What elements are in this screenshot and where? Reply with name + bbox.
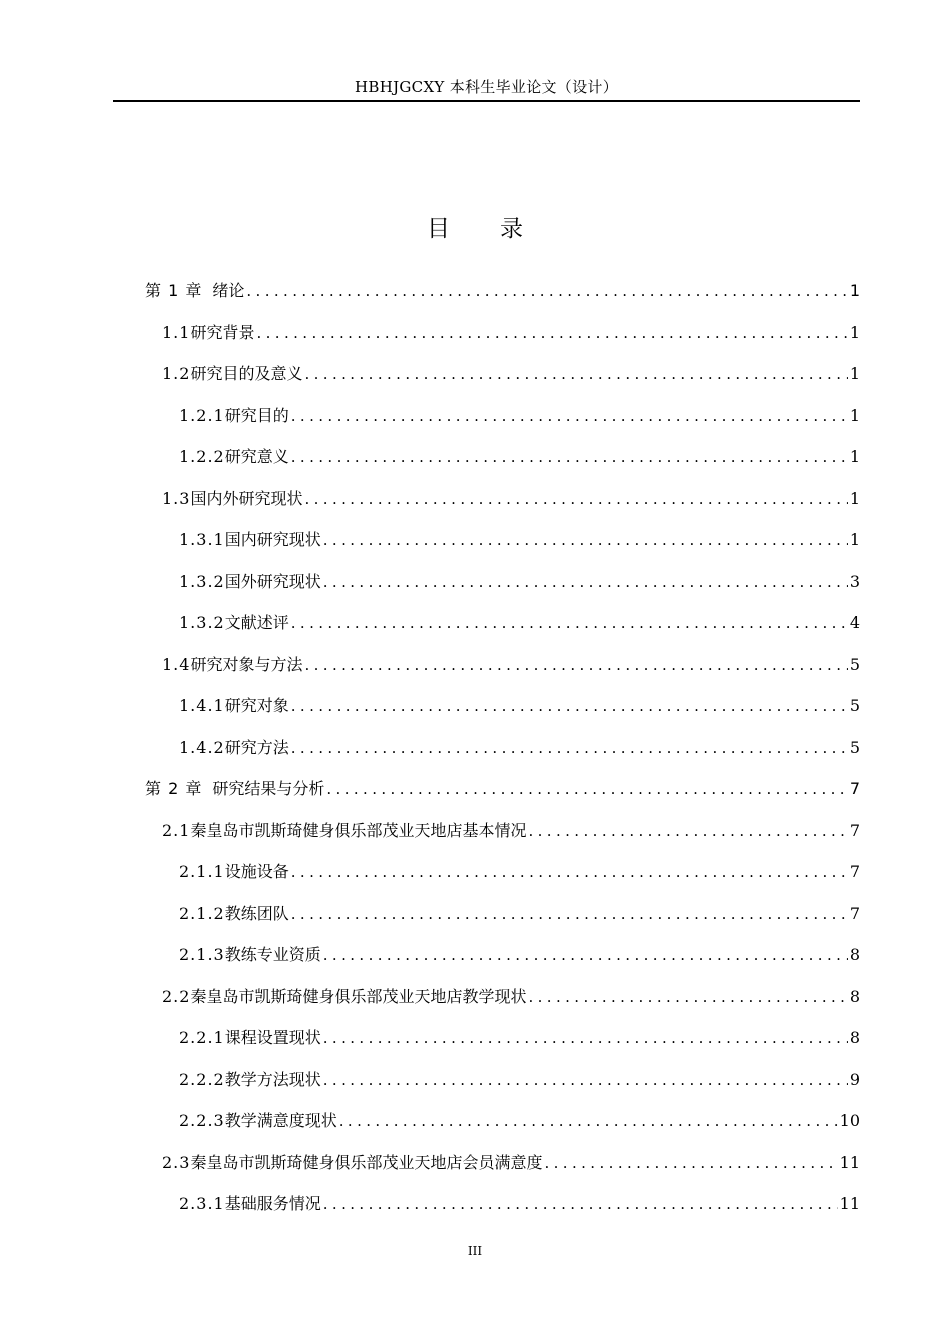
page-number: III (467, 1244, 483, 1258)
toc-entry[interactable] (179, 940, 860, 970)
toc-entry-number: 1.4 (162, 654, 191, 674)
toc-entry-title: 研究目的及意义 (190, 364, 303, 383)
toc-entry-title: 教学满意度现状 (224, 1111, 337, 1130)
toc-entry-title: 国内研究现状 (224, 530, 321, 549)
toc-entry-title: 课程设置现状 (224, 1028, 321, 1047)
toc-entry[interactable] (179, 608, 860, 638)
toc-entry-title: 秦皇岛市凯斯琦健身俱乐部茂业天地店基本情况 (190, 820, 527, 840)
toc-entry[interactable] (179, 857, 860, 887)
toc-entry-number: 第 1 章 (145, 281, 203, 300)
toc-entry[interactable] (179, 1189, 860, 1219)
toc-entry-page: 1 (849, 447, 860, 466)
toc-entry-page: 11 (839, 1152, 860, 1172)
toc-entry-number: 1.2.1 (179, 405, 225, 425)
toc-leader-dots (544, 1148, 837, 1178)
toc-leader-dots (256, 318, 847, 348)
toc-entry[interactable] (179, 401, 860, 431)
toc-entry-number: 2.3.1 (179, 1194, 225, 1213)
toc-entry-page: 9 (849, 1069, 860, 1089)
toc-leader-dots (291, 401, 848, 431)
toc-leader-dots (291, 691, 848, 721)
toc-entry-page: 5 (849, 737, 860, 757)
toc-entry-page: 10 (839, 1111, 860, 1130)
toc-entry-title: 国内外研究现状 (190, 488, 303, 508)
toc-leader-dots (528, 982, 847, 1012)
toc-leader-dots (339, 1106, 838, 1136)
toc-entry-title: 秦皇岛市凯斯琦健身俱乐部茂业天地店会员满意度 (190, 1152, 543, 1172)
toc-entry-title: 设施设备 (224, 862, 289, 881)
toc-entry[interactable] (179, 525, 860, 555)
toc-entry[interactable] (179, 899, 860, 929)
toc-entry-number: 第 2 章 (145, 779, 203, 798)
toc-entry-title: 国外研究现状 (224, 571, 321, 591)
toc-entry-number: 2.2 (162, 986, 191, 1006)
toc-leader-dots (304, 484, 847, 514)
toc-entry-number: 1.2 (162, 364, 191, 383)
toc-entry-title: 研究目的 (224, 405, 289, 425)
toc-entry-title: 绪论 (212, 281, 245, 300)
toc-entry-page: 1 (849, 322, 860, 342)
toc-entry-number: 1.4.1 (179, 696, 225, 715)
toc-entry-page: 1 (849, 530, 860, 549)
toc-entry-page: 1 (849, 405, 860, 425)
toc-entry-number: 1.3.1 (179, 530, 225, 549)
toc-title: 目录 (427, 216, 573, 242)
toc-entry-page: 1 (849, 488, 860, 508)
toc-leader-dots (528, 816, 847, 846)
toc-entry-title: 文献述评 (224, 613, 289, 632)
toc-entry-number: 1.3.2 (179, 613, 225, 632)
toc-entry-title: 研究结果与分析 (212, 779, 325, 798)
toc-entry[interactable] (162, 359, 860, 389)
toc-leader-dots (323, 1023, 848, 1053)
toc-entry[interactable] (179, 567, 860, 597)
toc-entry[interactable] (162, 816, 860, 846)
toc-entry-number: 1.4.2 (179, 737, 225, 757)
toc-entry-title: 教练团队 (224, 903, 289, 923)
toc-entry-page: 1 (849, 281, 860, 300)
toc-entry-title: 基础服务情况 (224, 1194, 321, 1213)
toc-entry-number: 1.3 (162, 488, 191, 508)
toc-entry-page: 11 (839, 1194, 860, 1213)
toc-entry-title: 研究意义 (224, 447, 289, 466)
toc-entry-page: 5 (849, 696, 860, 715)
toc-leader-dots (323, 1189, 838, 1219)
toc-entry-number: 1.3.2 (179, 571, 225, 591)
toc-entry-page: 4 (849, 613, 860, 632)
toc-entry[interactable] (179, 1023, 860, 1053)
header-divider (113, 100, 860, 102)
toc-entry[interactable] (162, 318, 860, 348)
toc-entry[interactable] (162, 982, 860, 1012)
toc-entry[interactable] (162, 1148, 860, 1178)
toc-entry[interactable] (179, 691, 860, 721)
toc-entry-number: 2.2.3 (179, 1111, 225, 1130)
toc-entry[interactable] (162, 650, 860, 680)
toc-entry-title: 教练专业资质 (224, 945, 321, 964)
toc-entry-page: 7 (849, 779, 860, 798)
toc-entry-page: 1 (849, 364, 860, 383)
toc-leader-dots (246, 276, 847, 306)
toc-leader-dots (304, 359, 847, 389)
toc-leader-dots (291, 899, 848, 929)
toc-leader-dots (323, 1065, 848, 1095)
toc-entry-number: 2.1.3 (179, 945, 225, 964)
toc-entry-title: 研究对象 (224, 696, 289, 715)
toc-entry-page: 5 (849, 654, 860, 674)
toc-entry-title: 研究对象与方法 (190, 654, 303, 674)
toc-entry[interactable] (162, 484, 860, 514)
toc-leader-dots (323, 940, 848, 970)
toc-leader-dots (291, 733, 848, 763)
toc-entry[interactable] (145, 774, 860, 804)
toc-entry-page: 7 (849, 862, 860, 881)
toc-entry-page: 8 (849, 986, 860, 1006)
toc-leader-dots (326, 774, 847, 804)
toc-entry-title: 研究背景 (190, 322, 255, 342)
toc-entry-number: 2.2.2 (179, 1069, 225, 1089)
toc-leader-dots (304, 650, 847, 680)
toc-entry[interactable] (179, 1065, 860, 1095)
toc-entry[interactable] (179, 442, 860, 472)
toc-entry-title: 秦皇岛市凯斯琦健身俱乐部茂业天地店教学现状 (190, 986, 527, 1006)
toc-entry-number: 2.2.1 (179, 1028, 225, 1047)
toc-entry-number: 2.3 (162, 1152, 191, 1172)
toc-leader-dots (323, 567, 848, 597)
toc-entry-title: 教学方法现状 (224, 1069, 321, 1089)
toc-entry[interactable] (145, 276, 860, 306)
toc-leader-dots (323, 525, 848, 555)
toc-entry-number: 1.1 (162, 322, 191, 342)
toc-leader-dots (291, 857, 848, 887)
toc-entry-page: 8 (849, 1028, 860, 1047)
toc-entry-number: 2.1.2 (179, 903, 225, 923)
toc-entry[interactable] (179, 733, 860, 763)
page-header: HBHJGCXY 本科生毕业论文（设计） (354, 78, 618, 96)
toc-entry-title: 研究方法 (224, 737, 289, 757)
toc-entry-page: 8 (849, 945, 860, 964)
toc-entry-number: 2.1 (162, 820, 191, 840)
toc-entry-number: 2.1.1 (179, 862, 225, 881)
toc-entry-number: 1.2.2 (179, 447, 225, 466)
toc-entry-page: 3 (849, 571, 860, 591)
toc-leader-dots (291, 442, 848, 472)
toc-leader-dots (291, 608, 848, 638)
toc-entry-page: 7 (849, 903, 860, 923)
toc-entry[interactable] (179, 1106, 860, 1136)
toc-entry-page: 7 (849, 820, 860, 840)
